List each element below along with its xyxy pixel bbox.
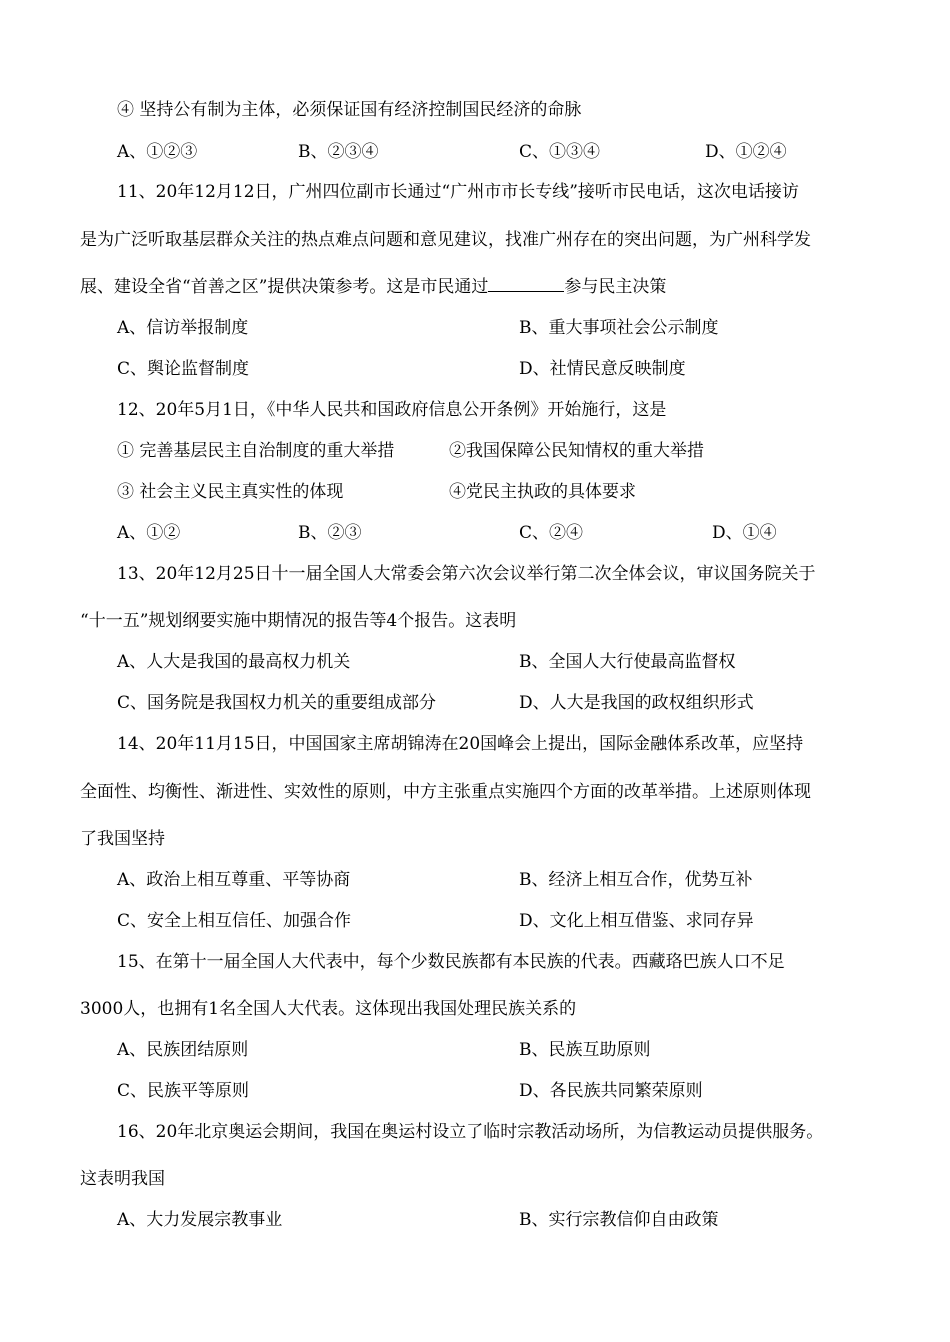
q12-item-2: ②我国保障公民知情权的重大举措 xyxy=(449,441,704,461)
q12-stem-line-1: 12、20年5月1日，《中华人民共和国政府信息公开条例》开始施行，这是 xyxy=(117,400,667,420)
q16-stem-line-1: 16、20年北京奥运会期间，我国在奥运村设立了临时宗教活动场所，为信教运动员提供服务。 xyxy=(117,1122,824,1142)
q12-option-c: C、②④ xyxy=(519,523,584,543)
q15-option-d: D、各民族共同繁荣原则 xyxy=(519,1081,703,1101)
q11-stem-line-2: 是为广泛听取基层群众关注的热点难点问题和意见建议，找准广州存在的突出问题，为广州科学发 xyxy=(80,230,811,250)
q14-option-b: B、经济上相互合作，优势互补 xyxy=(519,870,753,890)
q10-item-4: ④ 坚持公有制为主体，必须保证国有经济控制国民经济的命脉 xyxy=(117,100,582,120)
q11-option-a: A、信访举报制度 xyxy=(117,318,249,338)
q13-option-c: C、国务院是我国权力机关的重要组成部分 xyxy=(117,693,437,713)
q16-option-b: B、实行宗教信仰自由政策 xyxy=(519,1210,719,1230)
q14-stem-line-3: 了我国坚持 xyxy=(80,829,165,849)
q10-option-d: D、①②④ xyxy=(705,142,787,162)
q13-stem-line-2: “十一五”规划纲要实施中期情况的报告等4个报告。这表明 xyxy=(80,611,517,631)
q11-option-b: B、重大事项社会公示制度 xyxy=(519,318,719,338)
q14-stem-line-2: 全面性、均衡性、渐进性、实效性的原则，中方主张重点实施四个方面的改革举措。上述原则体现 xyxy=(80,782,811,802)
q15-option-c: C、民族平等原则 xyxy=(117,1081,250,1101)
q13-stem-line-1: 13、20年12月25日十一届全国人大常委会第六次会议举行第二次全体会议，审议国务院关于 xyxy=(117,564,816,584)
q13-option-b: B、全国人大行使最高监督权 xyxy=(519,652,736,672)
q10-option-b: B、②③④ xyxy=(298,142,379,162)
q15-option-a: A、民族团结原则 xyxy=(117,1040,249,1060)
q11-stem-line-3 xyxy=(80,275,666,299)
q12-option-d: D、①④ xyxy=(712,523,777,543)
q14-stem-line-1: 14、20年11月15日，中国国家主席胡锦涛在20国峰会上提出，国际金融体系改革，应坚持 xyxy=(117,734,804,754)
q11-stem-line-1: 11、20年12月12日，广州四位副市长通过“广州市市长专线”接听市民电话，这次电话接访 xyxy=(117,182,799,202)
q13-option-d: D、人大是我国的政权组织形式 xyxy=(519,693,754,713)
q13-option-a: A、人大是我国的最高权力机关 xyxy=(117,652,351,672)
q11-stem-before-blank: 展、建设全省“首善之区”提供决策参考。这是市民通过 xyxy=(80,277,489,297)
q10-option-c: C、①③④ xyxy=(519,142,601,162)
q15-stem-line-1: 15、在第十一届全国人大代表中，每个少数民族都有本民族的代表。西藏珞巴族人口不足 xyxy=(117,952,785,972)
q15-option-b: B、民族互助原则 xyxy=(519,1040,651,1060)
q11-option-d: D、社情民意反映制度 xyxy=(519,359,686,379)
q15-stem-line-2: 3000人，也拥有1名全国人大代表。这体现出我国处理民族关系的 xyxy=(80,999,577,1019)
q14-option-a: A、政治上相互尊重、平等协商 xyxy=(117,870,351,890)
q11-option-c: C、舆论监督制度 xyxy=(117,359,250,379)
q11-stem-after-blank: 参与民主决策 xyxy=(564,277,667,297)
q14-option-d: D、文化上相互借鉴、求同存异 xyxy=(519,911,754,931)
q12-option-b: B、②③ xyxy=(298,523,362,543)
q10-option-a: A、①②③ xyxy=(117,142,198,162)
answer-blank xyxy=(488,275,564,292)
q16-stem-line-2: 这表明我国 xyxy=(80,1169,165,1189)
q12-item-3: ③ 社会主义民主真实性的体现 xyxy=(117,482,344,502)
q12-item-1: ① 完善基层民主自治制度的重大举措 xyxy=(117,441,395,461)
q16-option-a: A、大力发展宗教事业 xyxy=(117,1210,283,1230)
q12-option-a: A、①② xyxy=(117,523,181,543)
q12-item-4: ④党民主执政的具体要求 xyxy=(449,482,636,502)
q14-option-c: C、安全上相互信任、加强合作 xyxy=(117,911,352,931)
